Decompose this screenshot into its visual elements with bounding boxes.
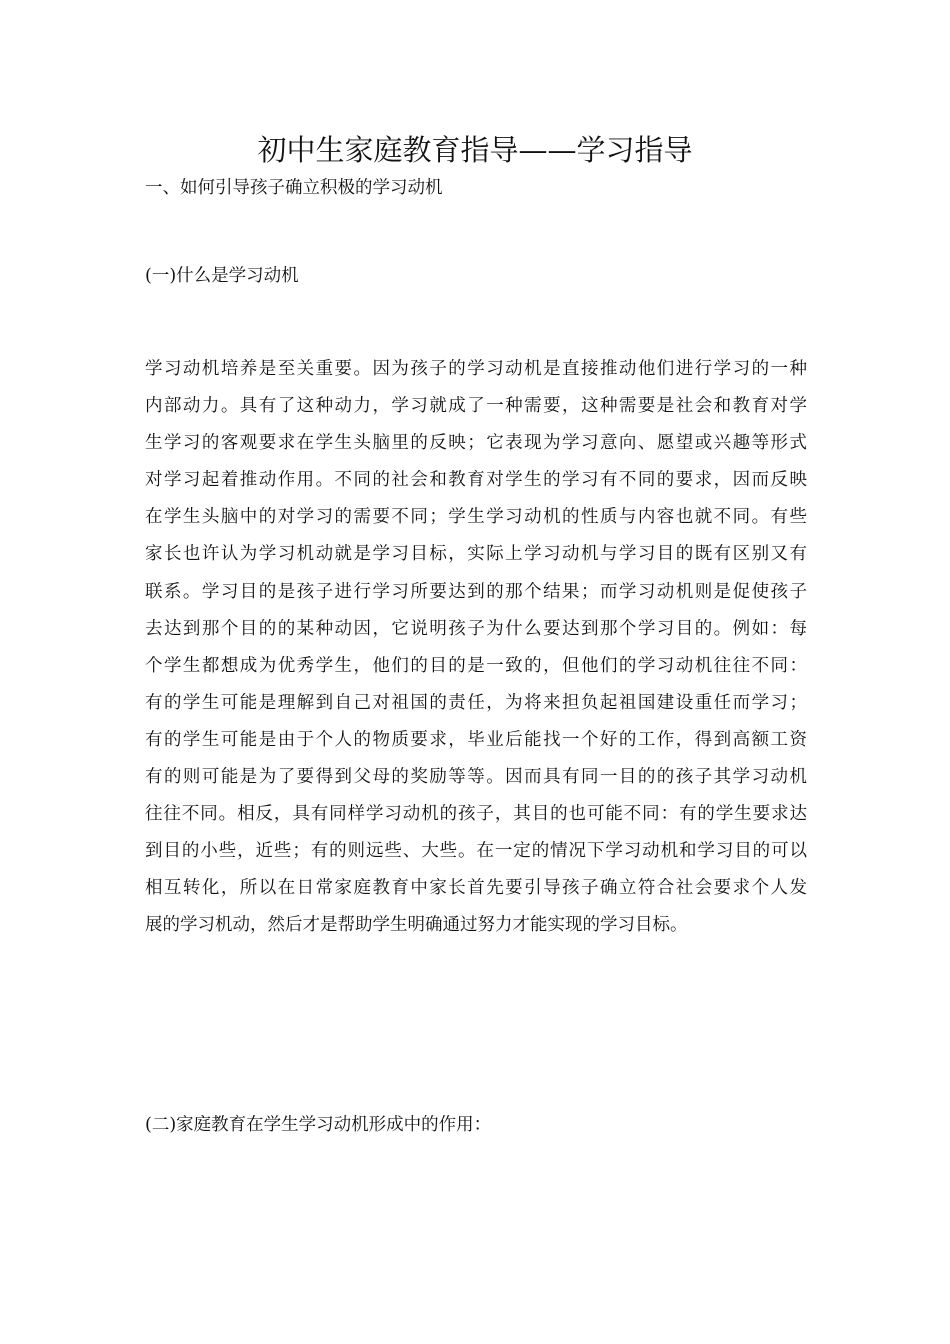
body-paragraph bbox=[145, 351, 807, 945]
subsection-heading-2: (二)家庭教育在学生学习动机形成中的作用： bbox=[145, 1115, 492, 1135]
paragraph-line: 联系。学习目的是孩子进行学习所要达到的那个结果；而学习动机则是促使孩子 bbox=[145, 581, 807, 602]
paragraph-line: 家长也许认为学习机动就是学习目标，实际上学习动机与学习目的既有区别又有 bbox=[145, 544, 807, 565]
paragraph-line: 往往不同。相反，具有同样学习动机的孩子，其目的也可能不同：有的学生要求达 bbox=[145, 804, 807, 825]
paragraph-line: 对学习起着推动作用。不同的社会和教育对学生的学习有不同的要求，因而反映 bbox=[145, 470, 807, 491]
subsection-heading-1: (一)什么是学习动机 bbox=[145, 266, 299, 286]
paragraph-line: 个学生都想成为优秀学生，他们的目的是一致的，但他们的学习动机往往不同： bbox=[145, 655, 807, 676]
paragraph-line: 相互转化，所以在日常家庭教育中家长首先要引导孩子确立符合社会要求个人发 bbox=[145, 878, 807, 899]
paragraph-line: 内部动力。具有了这种动力，学习就成了一种需要，这种需要是社会和教育对学 bbox=[145, 396, 807, 417]
paragraph-line: 展的学习机动，然后才是帮助学生明确通过努力才能实现的学习目标。 bbox=[145, 915, 688, 936]
paragraph-line: 去达到那个目的的某种动因，它说明孩子为什么要达到那个学习目的。例如：每 bbox=[145, 618, 807, 639]
paragraph-line: 在学生头脑中的对学习的需要不同；学生学习动机的性质与内容也就不同。有些 bbox=[145, 507, 807, 528]
paragraph-line: 有的则可能是为了要得到父母的奖励等等。因而具有同一目的的孩子其学习动机 bbox=[145, 767, 807, 788]
paragraph-line: 有的学生可能是理解到自己对祖国的责任，为将来担负起祖国建设重任而学习； bbox=[145, 692, 807, 713]
paragraph-line: 有的学生可能是由于个人的物质要求，毕业后能找一个好的工作，得到高额工资 bbox=[145, 729, 807, 750]
paragraph-line: 学习动机培养是至关重要。因为孩子的学习动机是直接推动他们进行学习的一种 bbox=[145, 359, 807, 379]
section-heading: 一、如何引导孩子确立积极的学习动机 bbox=[145, 178, 443, 198]
paragraph-line: 到目的小些，近些；有的则远些、大些。在一定的情况下学习动机和学习目的可以 bbox=[145, 841, 807, 862]
document-title: 初中生家庭教育指导——学习指导 bbox=[257, 133, 693, 167]
paragraph-line: 生学习的客观要求在学生头脑里的反映；它表现为学习意向、愿望或兴趣等形式 bbox=[145, 433, 807, 454]
